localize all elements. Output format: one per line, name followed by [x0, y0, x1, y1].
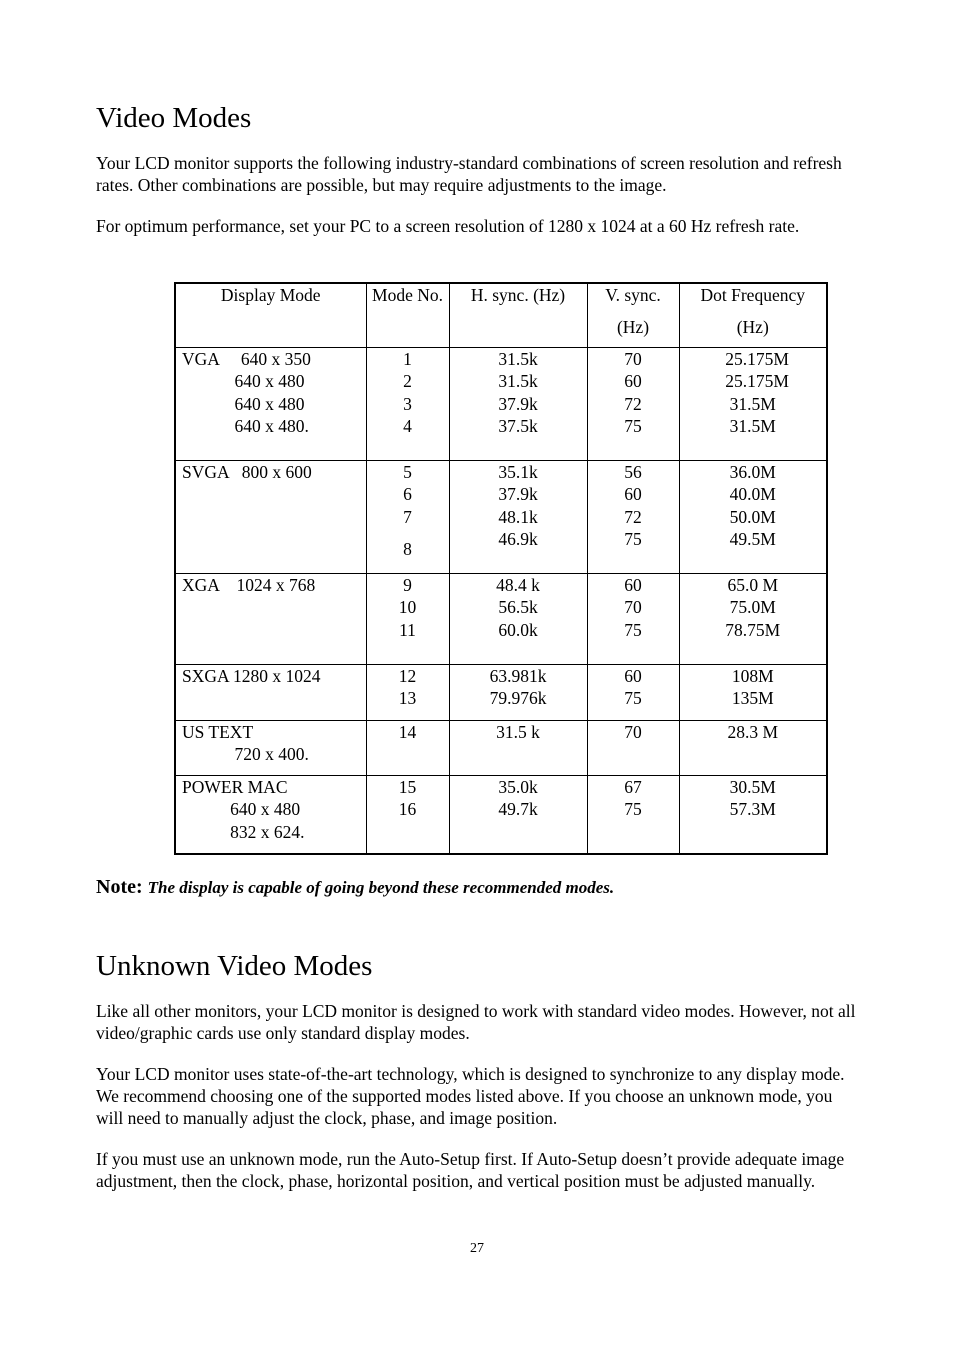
cell-line: 640 x 480 [182, 393, 305, 414]
cell-line: 48.4 k [496, 574, 540, 595]
cell-display-mode [175, 775, 366, 854]
header-vsync-line1: V. sync. [605, 285, 661, 305]
cell-display-mode [175, 347, 366, 460]
header-vsync-line2: (Hz) [616, 316, 650, 337]
cell-line: 16 [398, 799, 417, 819]
cell-line: VGA 640 x 350 [182, 348, 311, 369]
cell-dot-frequency [679, 720, 827, 775]
cell-line: 720 x 400. [182, 744, 309, 764]
cell-display-mode [175, 720, 366, 775]
cell-line: 75 [624, 688, 642, 708]
note [96, 876, 614, 899]
header-mode-no: Mode No. [366, 283, 449, 347]
cell-line: 37.5k [498, 416, 538, 436]
cell-line: POWER MAC [182, 776, 288, 797]
cell-vsync [587, 460, 679, 573]
cell-line: 72 [624, 393, 642, 414]
table-row [175, 460, 827, 573]
cell-line: 72 [624, 506, 642, 527]
cell-line: 640 x 480 [182, 371, 305, 391]
cell-line: 65.0 M [727, 574, 779, 595]
cell-line: 79.976k [489, 688, 547, 708]
cell-hsync [449, 664, 587, 720]
cell-line: 37.9k [498, 484, 538, 504]
cell-line: SXGA 1280 x 1024 [182, 665, 321, 686]
cell-line: 31.5k [498, 371, 538, 391]
cell-line: 31.5M [729, 393, 776, 414]
cell-line: 37.9k [498, 393, 538, 414]
cell-vsync [587, 347, 679, 460]
section-title: Video Modes [96, 102, 252, 134]
cell-vsync [587, 664, 679, 720]
cell-mode-no [366, 775, 449, 854]
section-title: Unknown Video Modes [96, 950, 373, 982]
header-dot-line1: Dot Frequency [700, 285, 805, 305]
cell-line: 75 [624, 799, 642, 819]
cell-line: 70 [624, 348, 642, 369]
cell-line: 31.5k [498, 348, 538, 369]
cell-line: 57.3M [729, 799, 776, 819]
cell-line: 10 [398, 597, 417, 617]
cell-mode-no [366, 460, 449, 573]
cell-vsync [587, 573, 679, 664]
video-modes-table [174, 282, 828, 855]
cell-line: 60 [624, 665, 642, 686]
cell-line: 15 [398, 776, 417, 797]
section-video-modes [96, 100, 856, 237]
cell-line: 14 [398, 721, 417, 742]
cell-line: 56 [624, 461, 642, 482]
cell-dot-frequency [679, 664, 827, 720]
cell-line: 4 [403, 416, 412, 436]
cell-line: 31.5 k [496, 721, 540, 742]
cell-line: 75 [624, 529, 642, 549]
optimum-paragraph: For optimum performance, set your PC to a screen resolution of 1280 x 1024 at a 60 Hz refresh rate. [96, 216, 800, 236]
cell-hsync [449, 460, 587, 573]
cell-line: 60.0k [498, 619, 538, 640]
cell-line: 8 [403, 539, 412, 559]
cell-hsync [449, 573, 587, 664]
page-number: 27 [470, 1241, 484, 1256]
paragraph: If you must use an unknown mode, run the Auto-Setup first. If Auto-Setup doesn’t provide adequate image adjustment, then the clock, phase, horizontal position, and vertical position must be adjusted manually. [96, 1149, 845, 1191]
section-unknown-video-modes [96, 948, 856, 1192]
table-row [175, 664, 827, 720]
cell-line: 75 [624, 416, 642, 436]
cell-line: 30.5M [729, 776, 776, 797]
note-label: Note: [96, 876, 143, 898]
cell-line: 640 x 480. [182, 416, 309, 436]
cell-mode-no [366, 664, 449, 720]
cell-line: US TEXT [182, 721, 254, 742]
cell-line: 75.0M [729, 597, 776, 617]
cell-hsync [449, 347, 587, 460]
cell-dot-frequency [679, 775, 827, 854]
cell-line: 640 x 480 [182, 799, 301, 819]
cell-vsync [587, 775, 679, 854]
cell-line: 12 [398, 665, 417, 686]
cell-line: 108M [731, 665, 774, 686]
cell-line: 35.1k [498, 461, 538, 482]
paragraph: Your LCD monitor uses state-of-the-art technology, which is designed to synchronize to any display mode. We recommend choosing one of the supported modes listed above. If you choose an unknown mode, you will need to manually adjust the clock, phase, and image position. [96, 1064, 845, 1128]
cell-display-mode [175, 460, 366, 573]
cell-line: 36.0M [729, 461, 776, 482]
table-row [175, 720, 827, 775]
cell-line: 70 [624, 597, 642, 617]
cell-mode-no [366, 720, 449, 775]
cell-hsync [449, 775, 587, 854]
cell-line: 63.981k [489, 665, 547, 686]
cell-line: 11 [399, 619, 416, 640]
table-header-row [175, 283, 827, 347]
cell-dot-frequency [679, 347, 827, 460]
cell-line: 9 [403, 574, 412, 595]
cell-line: 60 [624, 574, 642, 595]
cell-line: 2 [403, 371, 412, 391]
cell-line: 60 [624, 371, 642, 391]
cell-line: 48.1k [498, 506, 538, 527]
cell-line: 25.175M [716, 348, 789, 369]
cell-line: 75 [624, 619, 642, 640]
cell-line: 56.5k [498, 597, 538, 617]
cell-line: 13 [398, 688, 417, 708]
cell-line: 5 [403, 461, 412, 482]
header-dot-frequency [679, 283, 827, 347]
header-dot-line2: (Hz) [736, 316, 769, 337]
cell-display-mode [175, 573, 366, 664]
cell-line: 832 x 624. [182, 821, 305, 842]
cell-line: 1 [403, 348, 412, 369]
cell-line: SVGA 800 x 600 [182, 461, 312, 482]
cell-line: 67 [624, 776, 642, 797]
cell-mode-no [366, 573, 449, 664]
cell-line: 6 [403, 484, 412, 504]
table-row [175, 775, 827, 854]
cell-dot-frequency [679, 573, 827, 664]
cell-line: XGA 1024 x 768 [182, 574, 316, 595]
cell-hsync [449, 720, 587, 775]
header-hsync: H. sync. (Hz) [449, 283, 587, 347]
cell-line: 49.7k [498, 799, 538, 819]
table-row [175, 573, 827, 664]
cell-mode-no [366, 347, 449, 460]
cell-line: 50.0M [729, 506, 776, 527]
header-display-mode: Display Mode [175, 283, 366, 347]
cell-line: 3 [403, 393, 412, 414]
cell-line: 135M [731, 688, 774, 708]
header-vsync [587, 283, 679, 347]
cell-line: 7 [403, 506, 412, 527]
intro-paragraph: Your LCD monitor supports the following industry-standard combinations of screen resolution and refresh rates. Other combinations are possible, but may require adjustments to the image. [96, 153, 842, 195]
note-text: The display is capable of going beyond these recommended modes. [147, 878, 615, 897]
cell-line: 78.75M [725, 619, 781, 640]
paragraph: Like all other monitors, your LCD monitor is designed to work with standard video modes. However, not all video/graphic cards use only standard display modes. [96, 1001, 856, 1043]
cell-line: 60 [624, 484, 642, 504]
cell-display-mode [175, 664, 366, 720]
cell-line: 70 [624, 721, 642, 742]
cell-line: 35.0k [498, 776, 538, 797]
cell-line: 46.9k [498, 529, 538, 549]
cell-line: 28.3 M [727, 721, 779, 742]
cell-line: 40.0M [729, 484, 776, 504]
cell-dot-frequency [679, 460, 827, 573]
table-row [175, 347, 827, 460]
cell-vsync [587, 720, 679, 775]
cell-line: 49.5M [729, 529, 776, 549]
cell-line: 25.175M [716, 371, 789, 391]
cell-line: 31.5M [729, 416, 776, 436]
